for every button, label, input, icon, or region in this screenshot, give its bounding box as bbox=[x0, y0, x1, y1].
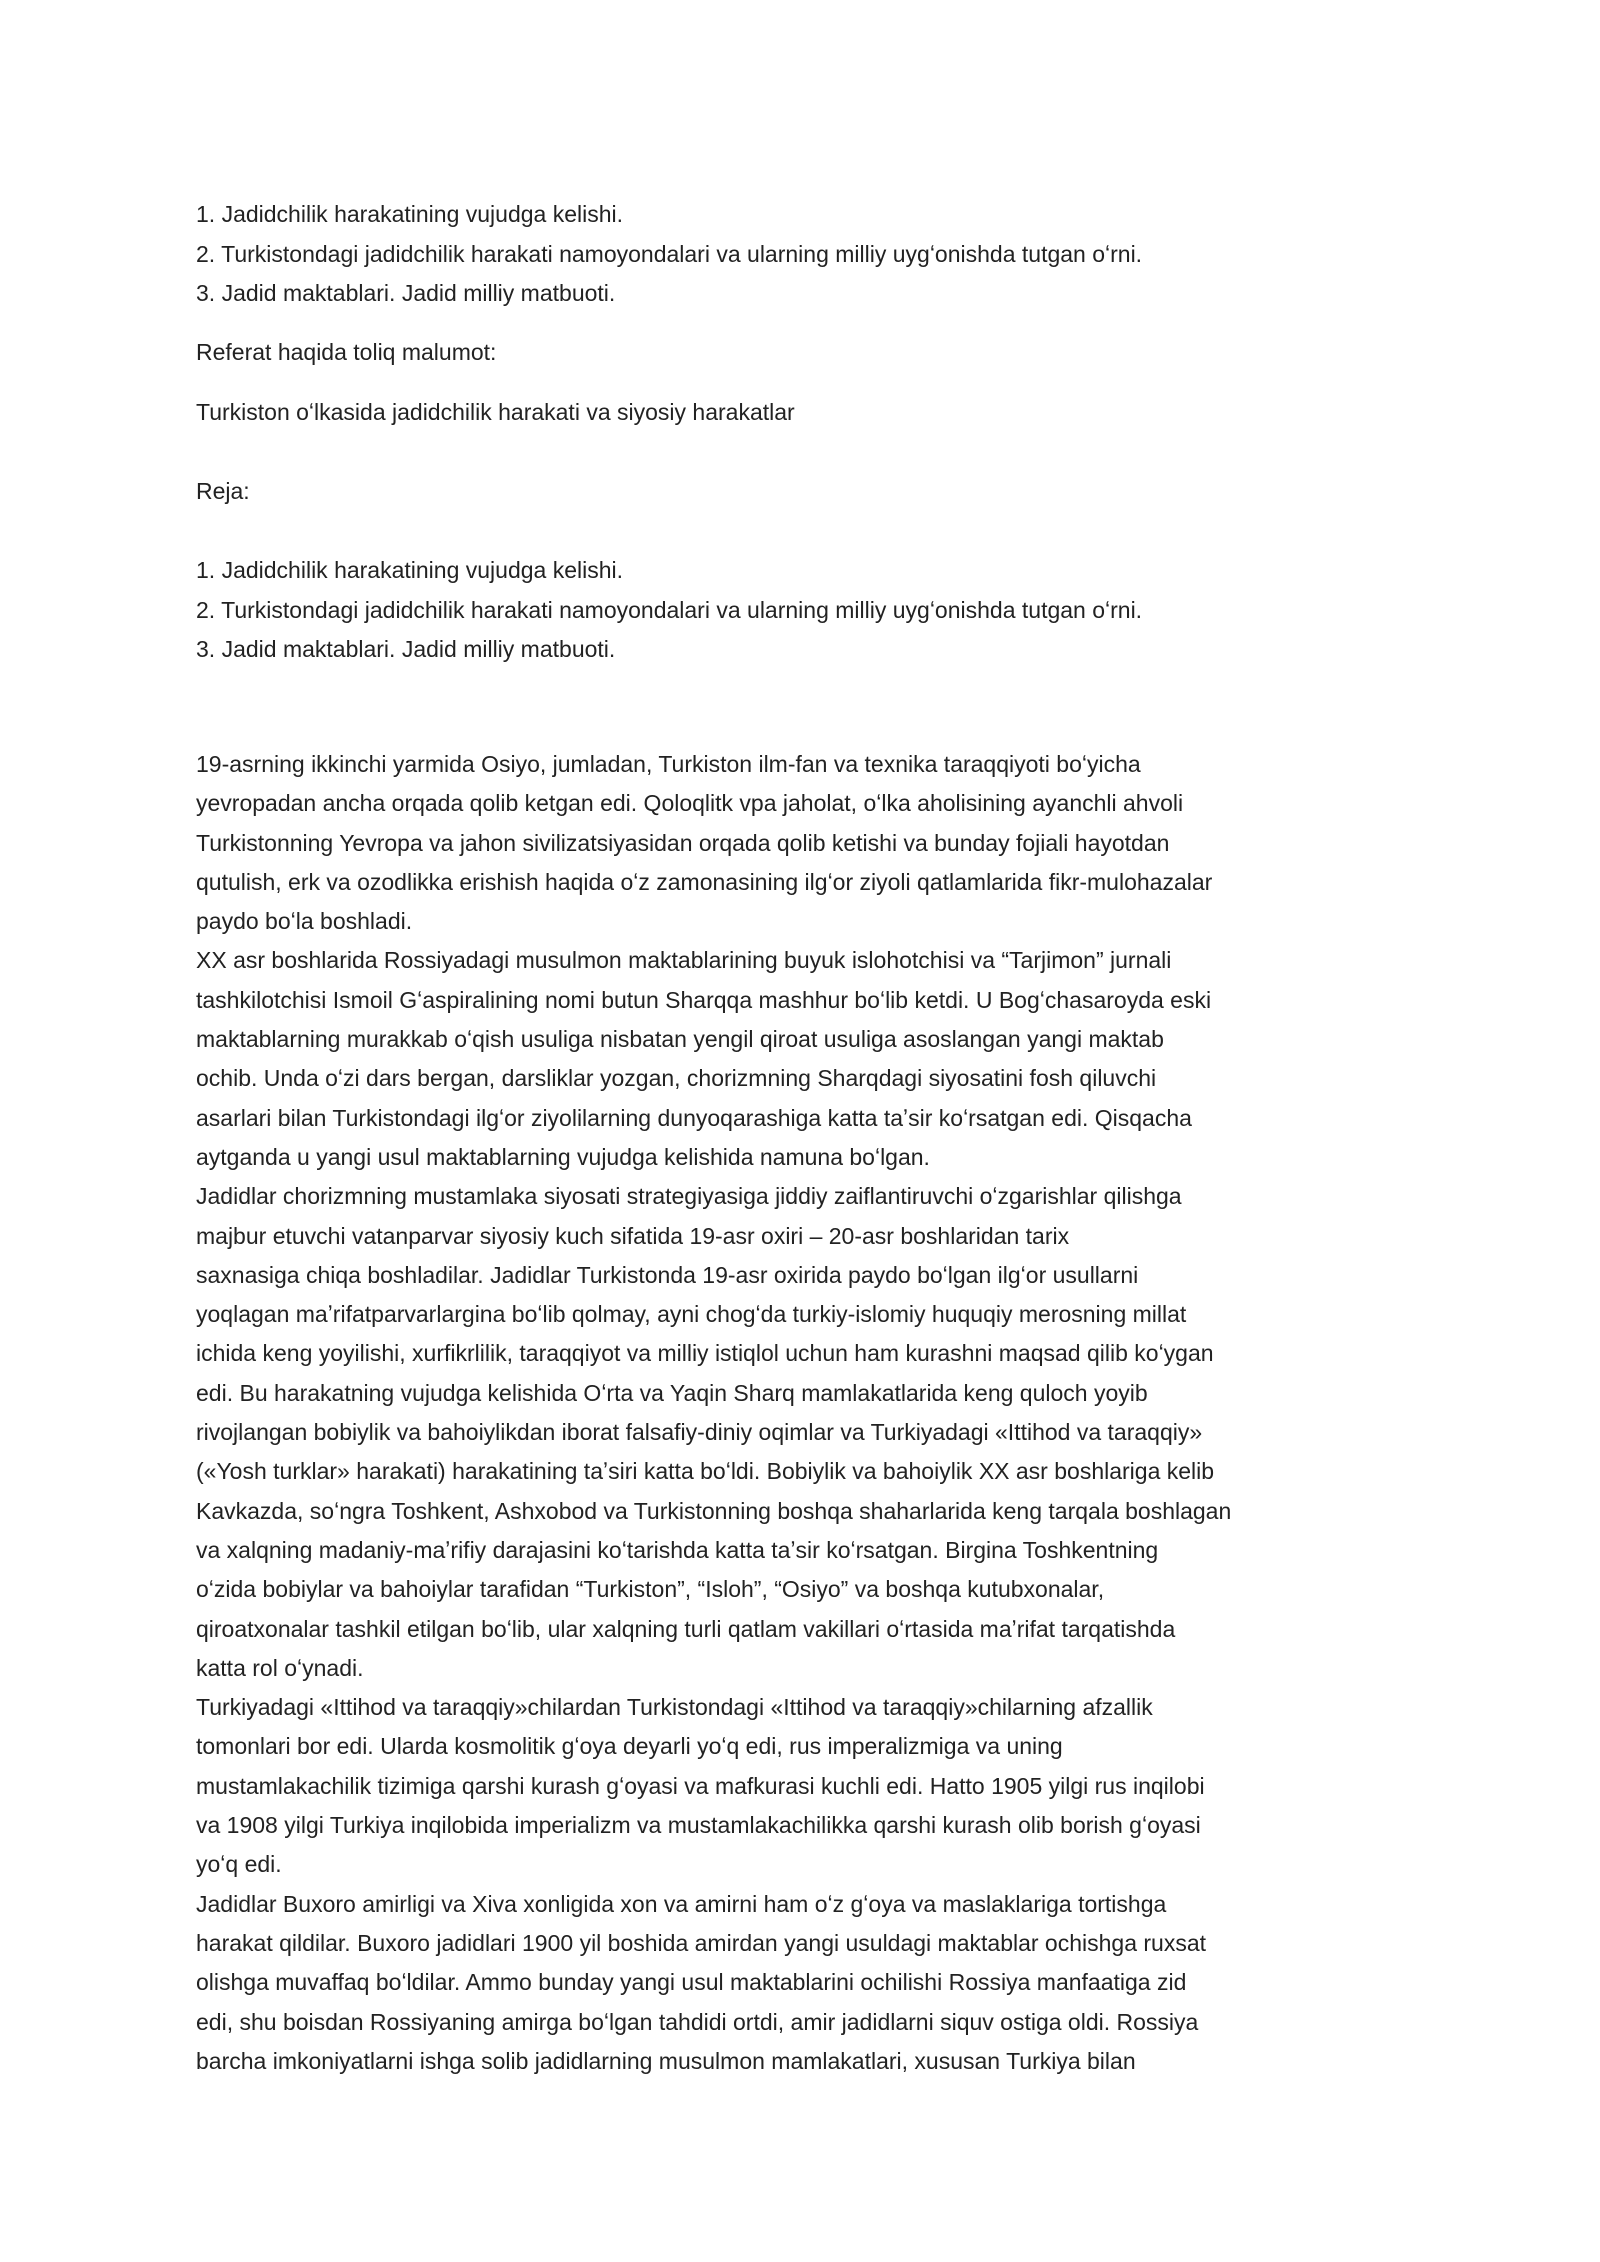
body-text-line: edi, shu boisdan Rossiyaning amirga boʻlgan tahdidi ortdi, amir jadidlarni siquv ostiga oldi. Rossiya bbox=[196, 2008, 1199, 2035]
body-text-line: qutulish, erk va ozodlikka erishish haqida oʻz zamonasining ilgʻor ziyoli qatlamlarida fikr-mulohazalar bbox=[196, 868, 1213, 895]
body-text-line: ichida keng yoyilishi, xurfikrlilik, taraqqiyot va milliy istiqlol uchun ham kurashni maqsad qilib koʻygan bbox=[196, 1340, 1214, 1367]
intro-list bbox=[196, 195, 1426, 314]
body-text-line: oʻzida bobiylar va bahoiylar tarafidan “Turkiston”, “Isloh”, “Osiyo” va boshqa kutubxonalar, bbox=[196, 1576, 1105, 1603]
document-title: Turkiston oʻlkasida jadidchilik harakati va siyosiy harakatlar bbox=[196, 399, 795, 425]
body-text-line: va xalqning madaniy-maʼrifiy darajasini koʻtarishda katta taʼsir koʻrsatgan. Birgina Toshkentning bbox=[196, 1536, 1159, 1563]
intro-list-item-3: 3. Jadid maktablari. Jadid milliy matbuoti. bbox=[196, 280, 616, 306]
body-text-line: edi. Bu harakatning vujudga kelishida Oʻrta va Yaqin Sharq mamlakatlarida keng quloch yoyib bbox=[196, 1379, 1148, 1406]
plan-list bbox=[196, 551, 1426, 670]
body-text-line: 19-asrning ikkinchi yarmida Osiyo, jumladan, Turkiston ilm-fan va texnika taraqqiyoti boʻyicha bbox=[196, 751, 1141, 777]
body-text-line: aytganda u yangi usul maktablarning vujudga kelishida namuna boʻlgan. bbox=[196, 1143, 930, 1170]
plan-list-item-2: 2. Turkistondagi jadidchilik harakati namoyondalari va ularning milliy uygʻonishda tutgan oʻrni. bbox=[196, 596, 1143, 623]
body-text-line: yoqlagan maʼrifatparvarlargina boʻlib qolmay, ayni chogʻda turkiy-islomiy huquqiy merosning millat bbox=[196, 1301, 1187, 1328]
body-text-line: maktablarning murakkab oʻqish usuliga nisbatan yengil qiroat usuliga asoslangan yangi maktab bbox=[196, 1026, 1164, 1053]
body-text-line: va 1908 yilgi Turkiya inqilobida imperializm va mustamlakachilikka qarshi kurash olib borish gʻoyasi bbox=[196, 1812, 1201, 1839]
body-text-line: Jadidlar chorizmning mustamlaka siyosati strategiyasiga jiddiy zaiflantiruvchi oʻzgarishlar qilishga bbox=[196, 1183, 1182, 1210]
body-text-line: Turkiyadagi «Ittihod va taraqqiy»chilardan Turkistondagi «Ittihod va taraqqiy»chilarning afzallik bbox=[196, 1694, 1153, 1721]
body-text-line: mustamlakachilik tizimiga qarshi kurash gʻoyasi va mafkurasi kuchli edi. Hatto 1905 yilgi rus inqilobi bbox=[196, 1772, 1205, 1799]
body-text-line: yoʻq edi. bbox=[196, 1851, 282, 1878]
body-text-line: yevropadan ancha orqada qolib ketgan edi. Qoloqlitk vpa jaholat, oʻlka aholisining ayanchli ahvoli bbox=[196, 790, 1184, 817]
intro-list-item-1: 1. Jadidchilik harakatining vujudga kelishi. bbox=[196, 201, 624, 227]
body-text-line: paydo boʻla boshladi. bbox=[196, 908, 413, 935]
intro-list-item-2: 2. Turkistondagi jadidchilik harakati namoyondalari va ularning milliy uygʻonishda tutgan oʻrni. bbox=[196, 240, 1143, 267]
body-text-line: tashkilotchisi Ismoil Gʻaspiralining nomi butun Sharqqa mashhur boʻlib ketdi. U Bogʻchasaroyda eski bbox=[196, 986, 1212, 1013]
body-text-line: ochib. Unda oʻzi dars bergan, darsliklar yozgan, chorizmning Sharqdagi siyosatini fosh qiluvchi bbox=[196, 1065, 1157, 1092]
body-text-line: katta rol oʻynadi. bbox=[196, 1654, 364, 1681]
body-text-line: Jadidlar Buxoro amirligi va Xiva xonligida xon va amirni ham oʻz gʻoya va maslaklariga tortishga bbox=[196, 1890, 1167, 1917]
body-text-line: Kavkazda, soʻngra Toshkent, Ashxobod va Turkistonning boshqa shaharlarida keng tarqala boshlagan bbox=[196, 1497, 1232, 1524]
body-text-line: Turkistonning Yevropa va jahon sivilizatsiyasidan orqada qolib ketishi va bunday fojiali hayotdan bbox=[196, 829, 1170, 856]
body-text-line: qiroatxonalar tashkil etilgan boʻlib, ular xalqning turli qatlam vakillari oʻrtasida maʼrifat tarqatishda bbox=[196, 1615, 1176, 1642]
body-text-line: rivojlangan bobiylik va bahoiylikdan iborat falsafiy-diniy oqimlar va Turkiyadagi «Ittihod va taraqqiy» bbox=[196, 1419, 1203, 1446]
plan-label: Reja: bbox=[196, 478, 250, 504]
body-text-line: saxnasiga chiqa boshladilar. Jadidlar Turkistonda 19-asr oxirida paydo boʻlgan ilgʻor usullarni bbox=[196, 1261, 1139, 1288]
body-text-line: barcha imkoniyatlarni ishga solib jadidlarning musulmon mamlakatlari, xususan Turkiya bilan bbox=[196, 2047, 1136, 2074]
body-text-line: olishga muvaffaq boʻldilar. Ammo bunday yangi usul maktablarini ochilishi Rossiya manfaatiga zid bbox=[196, 1969, 1187, 1996]
plan-list-item-1: 1. Jadidchilik harakatining vujudga kelishi. bbox=[196, 557, 624, 583]
body-text-line: asarlari bilan Turkistondagi ilgʻor ziyolilarning dunyoqarashiga katta taʼsir koʻrsatgan edi. Qisqacha bbox=[196, 1104, 1192, 1131]
body-text-line: harakat qildilar. Buxoro jadidlari 1900 yil boshida amirdan yangi usuldagi maktablar ochishga ruxsat bbox=[196, 1929, 1207, 1956]
body-text-line: XX asr boshlarida Rossiyadagi musulmon maktablarining buyuk islohotchisi va “Tarjimon” jurnali bbox=[196, 947, 1172, 974]
body-text bbox=[196, 745, 1426, 2081]
info-heading: Referat haqida toliq malumot: bbox=[196, 339, 497, 365]
plan-list-item-3: 3. Jadid maktablari. Jadid milliy matbuoti. bbox=[196, 636, 616, 662]
body-text-line: tomonlari bor edi. Ularda kosmolitik gʻoya deyarli yoʻq edi, rus imperalizmiga va uning bbox=[196, 1733, 1063, 1760]
body-text-line: («Yosh turklar» harakati) harakatining taʼsiri katta boʻldi. Bobiylik va bahoiylik XX asr boshlariga kelib bbox=[196, 1458, 1215, 1485]
body-text-line: majbur etuvchi vatanparvar siyosiy kuch sifatida 19-asr oxiri – 20-asr boshlaridan tarix bbox=[196, 1222, 1070, 1249]
